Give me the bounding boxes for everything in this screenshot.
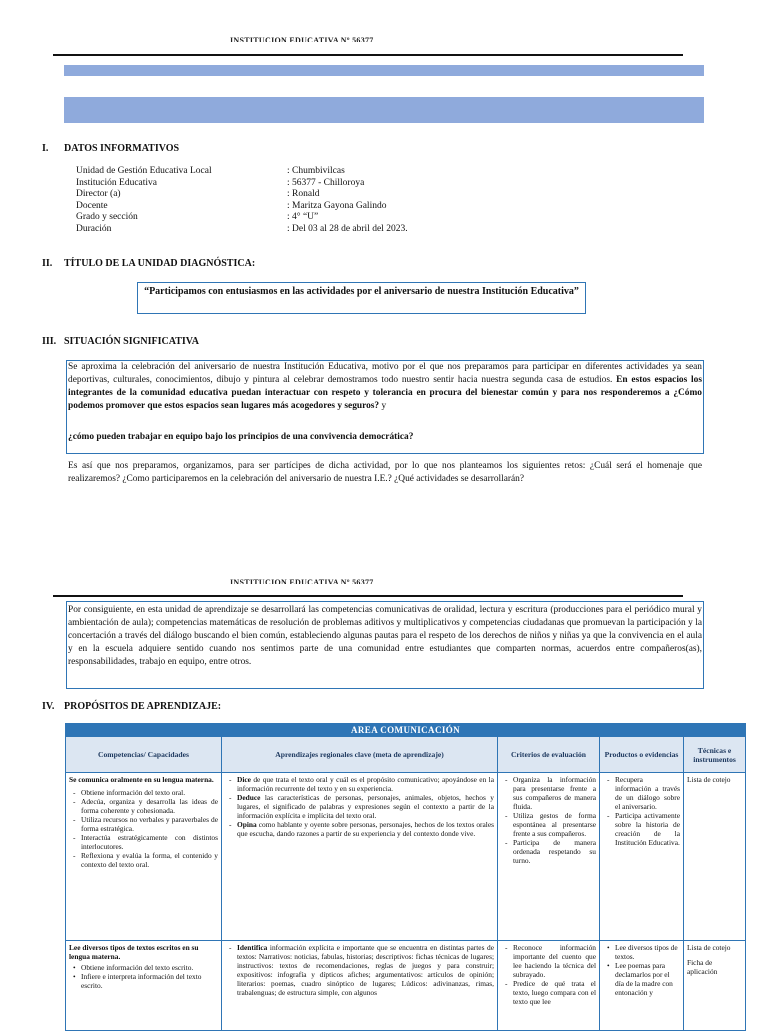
learning-text: información explícita e importante que se encuentra en distintas partes de textos: Narrativos: noticias, fabulas, historias; descriptivos: fichas técnicas de lugares; instructivos: textos de recomendaciones, reglas de juegos y para construir; expositivos: infografía y dípticos afiches; argumentativos: artículos de opinión; literarios: poemas, cuadro sinóptico de lugares; Lúdicos: adivinanzas, rimas, trabalenguas; de estructura simple, con algunos xyxy=(237,943,494,997)
header-rule-2 xyxy=(53,595,683,597)
learning-cell xyxy=(222,941,498,1031)
situation-text-tail: y xyxy=(379,401,387,411)
situation-text: Se aproxima la celebración del aniversario de nuestra Institución Educativa, motivo por el que nos preparamos para participar en diferentes actividades ya sean deportivas, culturales, conocimientos, dibujo y pintura al celebrar demostramos todo nuestro sentir hacia nuestra segunda casa de estudios. xyxy=(68,362,702,385)
col-header: Competencias/ Capacidades xyxy=(66,737,222,773)
col-header: Técnicas e instrumentos xyxy=(684,737,746,773)
capacity-item: - Adecúa, organiza y desarrolla las ideas de forma coherente y cohesionada. xyxy=(81,797,218,815)
section-1-title xyxy=(42,143,179,154)
info-row xyxy=(76,224,408,236)
col-header: Aprendizajes regionales clave (meta de aprendizaje) xyxy=(222,737,498,773)
info-value: : 4° “U” xyxy=(287,212,319,223)
criteria-item: - Participa de manera ordenada respetando su turno. xyxy=(513,838,596,865)
info-value: : Ronald xyxy=(287,189,320,200)
section-label: DATOS INFORMATIVOS xyxy=(64,143,180,154)
competency-title: Lee diversos tipos de textos escritos en su lengua materna. xyxy=(69,943,199,961)
page-header: INSTITUCION EDUCATIVA Nº 56377 xyxy=(230,36,374,42)
info-row xyxy=(76,212,408,224)
criteria-item: - Predice de qué trata el texto, luego compara con el texto que lee xyxy=(513,979,596,1006)
criteria-cell xyxy=(498,773,600,941)
product-item: - Recupera información a través de un diálogo sobre el aniversario. xyxy=(615,775,680,811)
info-value: : Maritza Gayona Galindo xyxy=(287,200,387,211)
header-band-2 xyxy=(64,97,704,123)
product-item: - Participa activamente sobre la historia de creación de la Institución Educativa. xyxy=(615,811,680,847)
criteria-cell xyxy=(498,941,600,1031)
situation-paragraph-1 xyxy=(68,361,702,413)
competency-cell xyxy=(66,773,222,941)
learning-purposes-table xyxy=(65,723,746,1031)
col-header: Productos o evidencias xyxy=(600,737,684,773)
section-number: IV. xyxy=(42,701,55,712)
section-label: SITUACIÓN SIGNIFICATIVA xyxy=(64,336,199,347)
section-4-title xyxy=(42,701,221,712)
situation-paragraph-3 xyxy=(68,460,702,486)
section-3-title xyxy=(42,336,199,347)
info-row xyxy=(76,178,408,190)
info-row xyxy=(76,201,408,213)
section-2-title xyxy=(42,258,255,269)
learning-item xyxy=(237,943,494,997)
situation-question-2: ¿cómo pueden trabajar en equipo bajo los principios de una convivencia democrática? xyxy=(68,432,414,442)
info-key: Duración xyxy=(76,223,112,234)
situation-paragraph-2 xyxy=(68,432,478,443)
learning-item xyxy=(237,820,494,838)
learning-verb: Identifica xyxy=(237,943,268,952)
learning-item xyxy=(237,793,494,820)
situation-paragraph-4 xyxy=(68,604,702,669)
table-row xyxy=(66,773,746,941)
technique-item: Ficha de aplicación xyxy=(687,958,718,976)
section-number: I. xyxy=(42,143,49,154)
col-header: Criterios de evaluación xyxy=(498,737,600,773)
learning-item xyxy=(237,775,494,793)
header-rule xyxy=(53,54,683,56)
section-number: II. xyxy=(42,258,53,269)
products-cell xyxy=(600,773,684,941)
section-label: TÍTULO DE LA UNIDAD DIAGNÓSTICA: xyxy=(64,258,256,269)
competency-title: Se comunica oralmente en su lengua materna. xyxy=(69,775,214,784)
area-header: AREA COMUNICACIÓN xyxy=(66,724,746,737)
capacity-item: - Interactúa estratégicamente con distintos interlocutores. xyxy=(81,833,218,851)
learning-verb: Dice xyxy=(237,775,251,784)
learning-verb: Deduce xyxy=(237,793,261,802)
learning-text: las características de personas, personajes, animales, objetos, hechos y lugares, el significado de palabras y expresiones según el contexto a partir de la información explícita e implícita del texto oral. xyxy=(237,793,494,820)
capacity-item: • Infiere e interpreta información del texto escrito. xyxy=(81,972,218,990)
table-row xyxy=(66,941,746,1031)
info-value: : Chumbivilcas xyxy=(287,166,345,176)
learning-cell xyxy=(222,773,498,941)
learning-verb: Opina xyxy=(237,820,257,829)
info-row xyxy=(76,166,408,178)
unit-title-box xyxy=(137,282,586,314)
products-cell xyxy=(600,941,684,1031)
capacity-item: - Reflexiona y evalúa la forma, el contenido y contexto del texto oral. xyxy=(81,851,218,869)
capacity-item: • Obtiene información del texto escrito. xyxy=(81,963,218,972)
learning-text: como hablante y oyente sobre personas, personajes, hechos de los textos orales que escucha, dando razones a partir de su experiencia y del contexto donde vive. xyxy=(237,820,494,838)
capacity-item: - Obtiene información del texto oral. xyxy=(81,788,218,797)
technique-item: Lista de cotejo xyxy=(687,775,731,784)
info-key: Grado y sección xyxy=(76,212,138,223)
section-number: III. xyxy=(42,336,57,347)
techniques-cell xyxy=(684,773,746,941)
learning-text: de que trata el texto oral y cuál es el propósito comunicativo; apoyándose en la información recurrente del texto y en su experiencia. xyxy=(237,775,494,793)
situation-competencies: Por consiguiente, en esta unidad de aprendizaje se desarrollará las competencias comunicativas de oralidad, lectura y escritura (producciones para el periódico mural y ambientación de aula); competencias matemáticas de resolución de problemas aditivos y multiplicativos y competencias ciudadanas que promuevan la participación y la concertación a través del diálogo buscando el bien común, estableciendo algunas pautas para el respeto de los derechos de niños y niñas ya que la convivencia en el aula y en la escuela adquiere sentido cuando nos sentimos parte de una comunidad entre estudiantes que comparten normas, acuerdos entre compañeros(as), responsabilidades, trabajo en equipo, entre otros. xyxy=(68,605,702,667)
section-label: PROPÓSITOS DE APRENDIZAJE: xyxy=(64,701,222,712)
product-item: • Lee diversos tipos de textos. xyxy=(615,943,680,961)
info-value: : 56377 - Chilloroya xyxy=(287,177,365,188)
info-row xyxy=(76,189,408,201)
info-list xyxy=(76,166,408,236)
header-band-1 xyxy=(64,65,704,76)
capacity-item: - Utiliza recursos no verbales y paraverbales de forma estratégica. xyxy=(81,815,218,833)
technique-item: Lista de cotejo xyxy=(687,943,731,952)
competency-cell xyxy=(66,941,222,1031)
product-item: • Lee poemas para declamarlos por el día de la madre con entonación y xyxy=(615,961,680,997)
info-key: Unidad de Gestión Educativa Local xyxy=(76,166,212,176)
techniques-cell xyxy=(684,941,746,1031)
info-key: Institución Educativa xyxy=(76,177,157,188)
criteria-item: - Utiliza gestos de forma espontánea al presentarse frente a sus compañeros. xyxy=(513,811,596,838)
page-header-2: INSTITUCION EDUCATIVA Nº 56377 xyxy=(230,578,374,584)
unit-title: “Participamos con entusiasmos en las actividades por el aniversario de nuestra Institución Educativa” xyxy=(144,286,579,297)
info-value: : Del 03 al 28 de abril del 2023. xyxy=(287,223,408,234)
info-key: Docente xyxy=(76,200,108,211)
info-key: Director (a) xyxy=(76,189,121,200)
situation-challenges: Es así que nos preparamos, organizamos, para ser partícipes de dicha actividad, por lo que nos planteamos los siguientes retos: ¿Cuál será el homenaje que realizaremos? ¿Como participaremos en la celebración del aniversario de nuestra I.E.? ¿Qué actividades se desarrollarán? xyxy=(68,461,702,484)
situation-question: En estos espacios los integrantes de la comunidad educativa puedan interactuar con respeto y tolerancia en procura del bienestar común y para nos responderemos a ¿Cómo podemos promover que estos espacios sean lugares más acogedores y seguros? xyxy=(68,375,702,411)
criteria-item: - Organiza la información para presentarse frente a sus compañeros de manera fluida. xyxy=(513,775,596,811)
criteria-item: - Reconoce información importante del cuento que lee haciendo la técnica del subrayado. xyxy=(513,943,596,979)
